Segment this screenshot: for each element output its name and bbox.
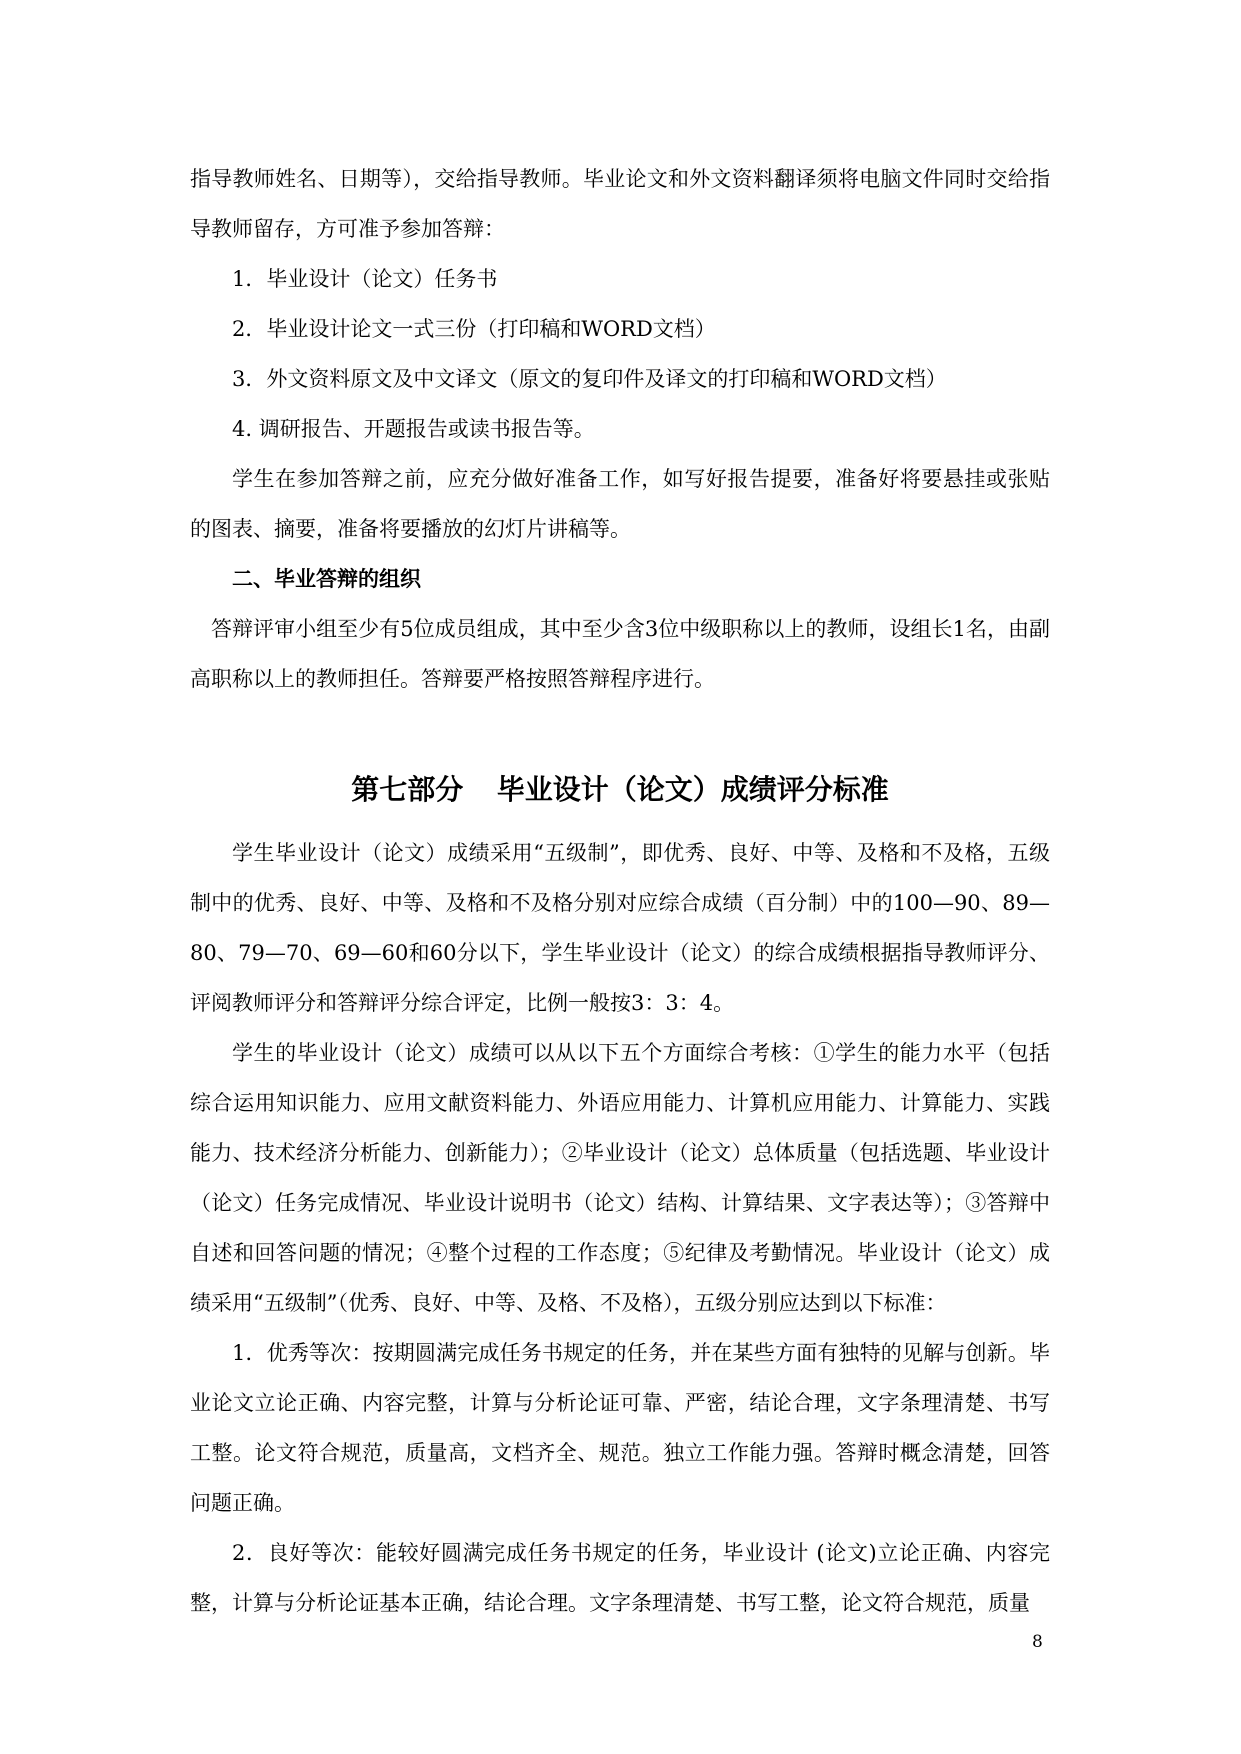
grade-excellent-paragraph: 1．优秀等次：按期圆满完成任务书规定的任务，并在某些方面有独特的见解与创新。毕业论文立论正确、内容完整，计算与分析论证可靠、严密，结论合理，文字条理清楚、书写工整。论文符合规范，质量高，文档齐全、规范。独立工作能力强。答辩时概念清楚，回答问题正确。 xyxy=(190,1341,1050,1515)
preparation-paragraph: 学生在参加答辩之前，应充分做好准备工作，如写好报告提要，准备好将要悬挂或张贴的图表、摘要，准备将要播放的幻灯片讲稿等。 xyxy=(190,467,1050,541)
defense-organization-paragraph: 答辩评审小组至少有5位成员组成，其中至少含3位中级职称以上的教师，设组长1名，由副高职称以上的教师担任。答辩要严格按照答辩程序进行。 xyxy=(190,617,1050,691)
part-title-number: 第七部分 xyxy=(351,773,464,806)
section-heading: 二、毕业答辩的组织 xyxy=(232,567,421,591)
list-item: 3．外文资料原文及中文译文（原文的复印件及译文的打印稿和WORD文档） xyxy=(232,367,947,391)
continuation-paragraph: 指导教师姓名、日期等），交给指导教师。毕业论文和外文资料翻译须将电脑文件同时交给指导教师留存，方可准予参加答辩： xyxy=(190,167,1050,241)
grade-good-paragraph: 2．良好等次：能较好圆满完成任务书规定的任务，毕业设计 (论文)立论正确、内容完整，计算与分析论证基本正确，结论合理。文字条理清楚、书写工整，论文符合规范，质量 xyxy=(190,1541,1050,1615)
part-title-name: 毕业设计（论文）成绩评分标准 xyxy=(496,773,889,806)
assessment-aspects-paragraph: 学生的毕业设计（论文）成绩可以从以下五个方面综合考核：①学生的能力水平（包括综合运用知识能力、应用文献资料能力、外语应用能力、计算机应用能力、计算能力、实践能力、技术经济分析能力、创新能力）；②毕业设计（论文）总体质量（包括选题、毕业设计（论文）任务完成情况、毕业设计说明书（论文）结构、计算结果、文字表达等）；③答辩中自述和回答问题的情况；④整个过程的工作态度；⑤纪律及考勤情况。毕业设计（论文）成绩采用“五级制”（优秀、良好、中等、及格、不及格），五级分别应达到以下标准： xyxy=(190,1041,1050,1315)
grading-system-paragraph: 学生毕业设计（论文）成绩采用“五级制”，即优秀、良好、中等、及格和不及格，五级制中的优秀、良好、中等、及格和不及格分别对应综合成绩（百分制）中的100—90、89—80、79—70、69—60和60分以下，学生毕业设计（论文）的综合成绩根据指导教师评分、评阅教师评分和答辩评分综合评定，比例一般按3：3：4。 xyxy=(190,841,1050,1015)
materials-list xyxy=(190,254,1050,454)
part-title xyxy=(190,758,1050,822)
list-item: 1．毕业设计（论文）任务书 xyxy=(232,267,498,291)
list-item: 4. 调研报告、开题报告或读书报告等。 xyxy=(232,417,595,441)
list-item: 2．毕业设计论文一式三份（打印稿和WORD文档） xyxy=(232,317,716,341)
page-number: 8 xyxy=(1032,1632,1043,1652)
page-content xyxy=(190,154,1050,1628)
